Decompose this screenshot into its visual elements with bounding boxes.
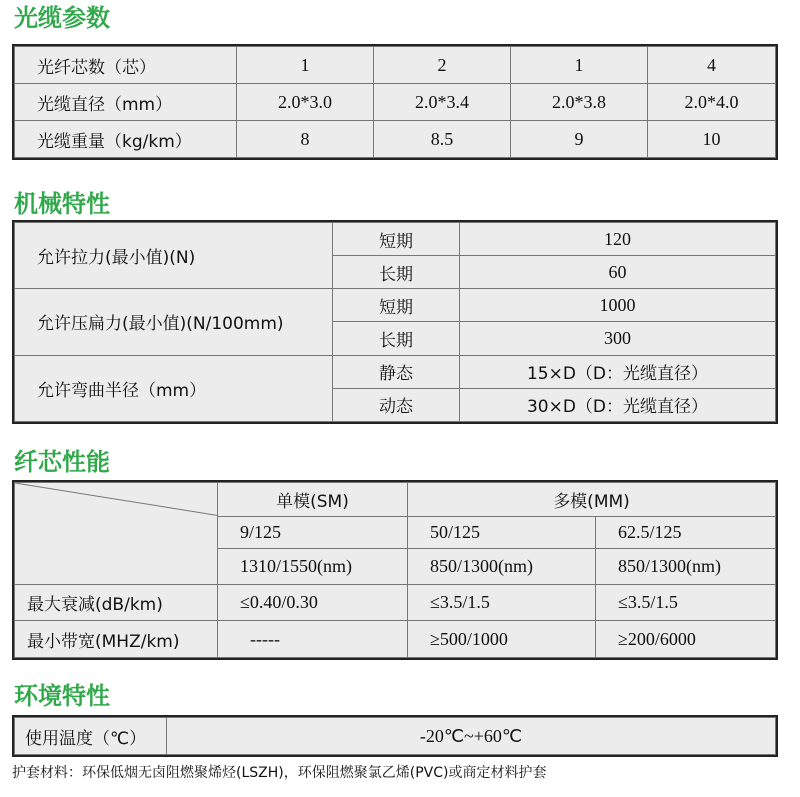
table-cell: 2.0*4.0 [648, 84, 776, 121]
diagonal-header-cell [15, 483, 218, 585]
table-cell: 10 [648, 121, 776, 158]
bandwidth-label: 最小带宽(MHZ/km) [15, 621, 218, 658]
term-cell: 静态 [333, 355, 460, 388]
table-cell: 8 [237, 121, 374, 158]
term-cell: 动态 [333, 388, 460, 421]
table-cell: ----- [218, 621, 408, 658]
table-cell: 2 [374, 47, 511, 84]
table-cell: 300 [460, 322, 776, 355]
core-size-cell: 50/125 [408, 517, 596, 549]
fiber-count-label: 光纤芯数（芯） [15, 47, 237, 84]
table-row [15, 47, 776, 84]
environment-table [12, 715, 778, 757]
sheath-footnote: 护套材料：环保低烟无卤阻燃聚烯烃(LSZH)，环保阻燃聚氯乙烯(PVC)或商定材料护套 [12, 765, 547, 781]
table-cell: 8.5 [374, 121, 511, 158]
table-row [15, 121, 776, 158]
wavelength-cell: 1310/1550(nm) [218, 549, 408, 585]
table-cell: 2.0*3.4 [374, 84, 511, 121]
mechanical-heading: 机械特性 [14, 190, 110, 218]
table-cell: 120 [460, 223, 776, 256]
table-row [15, 585, 776, 621]
environment-heading: 环境特性 [14, 682, 110, 710]
multi-mode-header: 多模(MM) [408, 483, 776, 517]
cable-params-table [12, 44, 778, 160]
table-row [15, 289, 776, 322]
single-mode-header: 单模(SM) [218, 483, 408, 517]
tensile-label: 允许拉力(最小值)(N) [15, 223, 333, 289]
attenuation-label: 最大衰减(dB/km) [15, 585, 218, 621]
crush-label: 允许压扁力(最小值)(N/100mm) [15, 289, 333, 355]
term-cell: 短期 [333, 289, 460, 322]
table-cell: 30×D（D：光缆直径） [460, 388, 776, 421]
table-cell: 1 [237, 47, 374, 84]
fiber-heading: 纤芯性能 [14, 448, 110, 476]
core-size-cell: 62.5/125 [596, 517, 776, 549]
table-row [15, 84, 776, 121]
table-cell: 2.0*3.8 [511, 84, 648, 121]
table-cell: ≤3.5/1.5 [596, 585, 776, 621]
wavelength-cell: 850/1300(nm) [408, 549, 596, 585]
table-cell: 2.0*3.0 [237, 84, 374, 121]
term-cell: 长期 [333, 256, 460, 289]
table-row [15, 483, 776, 517]
fiber-table [12, 480, 778, 660]
temperature-label: 使用温度（℃） [15, 718, 167, 755]
table-cell: 1 [511, 47, 648, 84]
table-cell: ≤3.5/1.5 [408, 585, 596, 621]
table-cell: ≥500/1000 [408, 621, 596, 658]
table-cell: 9 [511, 121, 648, 158]
table-row [15, 355, 776, 388]
wavelength-cell: 850/1300(nm) [596, 549, 776, 585]
bend-radius-label: 允许弯曲半径（mm） [15, 355, 333, 421]
cable-weight-label: 光缆重量（kg/km） [15, 121, 237, 158]
core-size-cell: 9/125 [218, 517, 408, 549]
table-row [15, 718, 776, 755]
table-cell: 15×D（D：光缆直径） [460, 355, 776, 388]
table-cell: ≤0.40/0.30 [218, 585, 408, 621]
cable-params-heading: 光缆参数 [14, 4, 110, 32]
term-cell: 短期 [333, 223, 460, 256]
table-cell: 1000 [460, 289, 776, 322]
table-cell: 60 [460, 256, 776, 289]
mechanical-table [12, 220, 778, 424]
table-cell: ≥200/6000 [596, 621, 776, 658]
table-row [15, 223, 776, 256]
table-cell: 4 [648, 47, 776, 84]
temperature-value: -20℃~+60℃ [167, 718, 776, 755]
table-row [15, 621, 776, 658]
cable-diameter-label: 光缆直径（mm） [15, 84, 237, 121]
term-cell: 长期 [333, 322, 460, 355]
diagonal-line [15, 483, 217, 584]
